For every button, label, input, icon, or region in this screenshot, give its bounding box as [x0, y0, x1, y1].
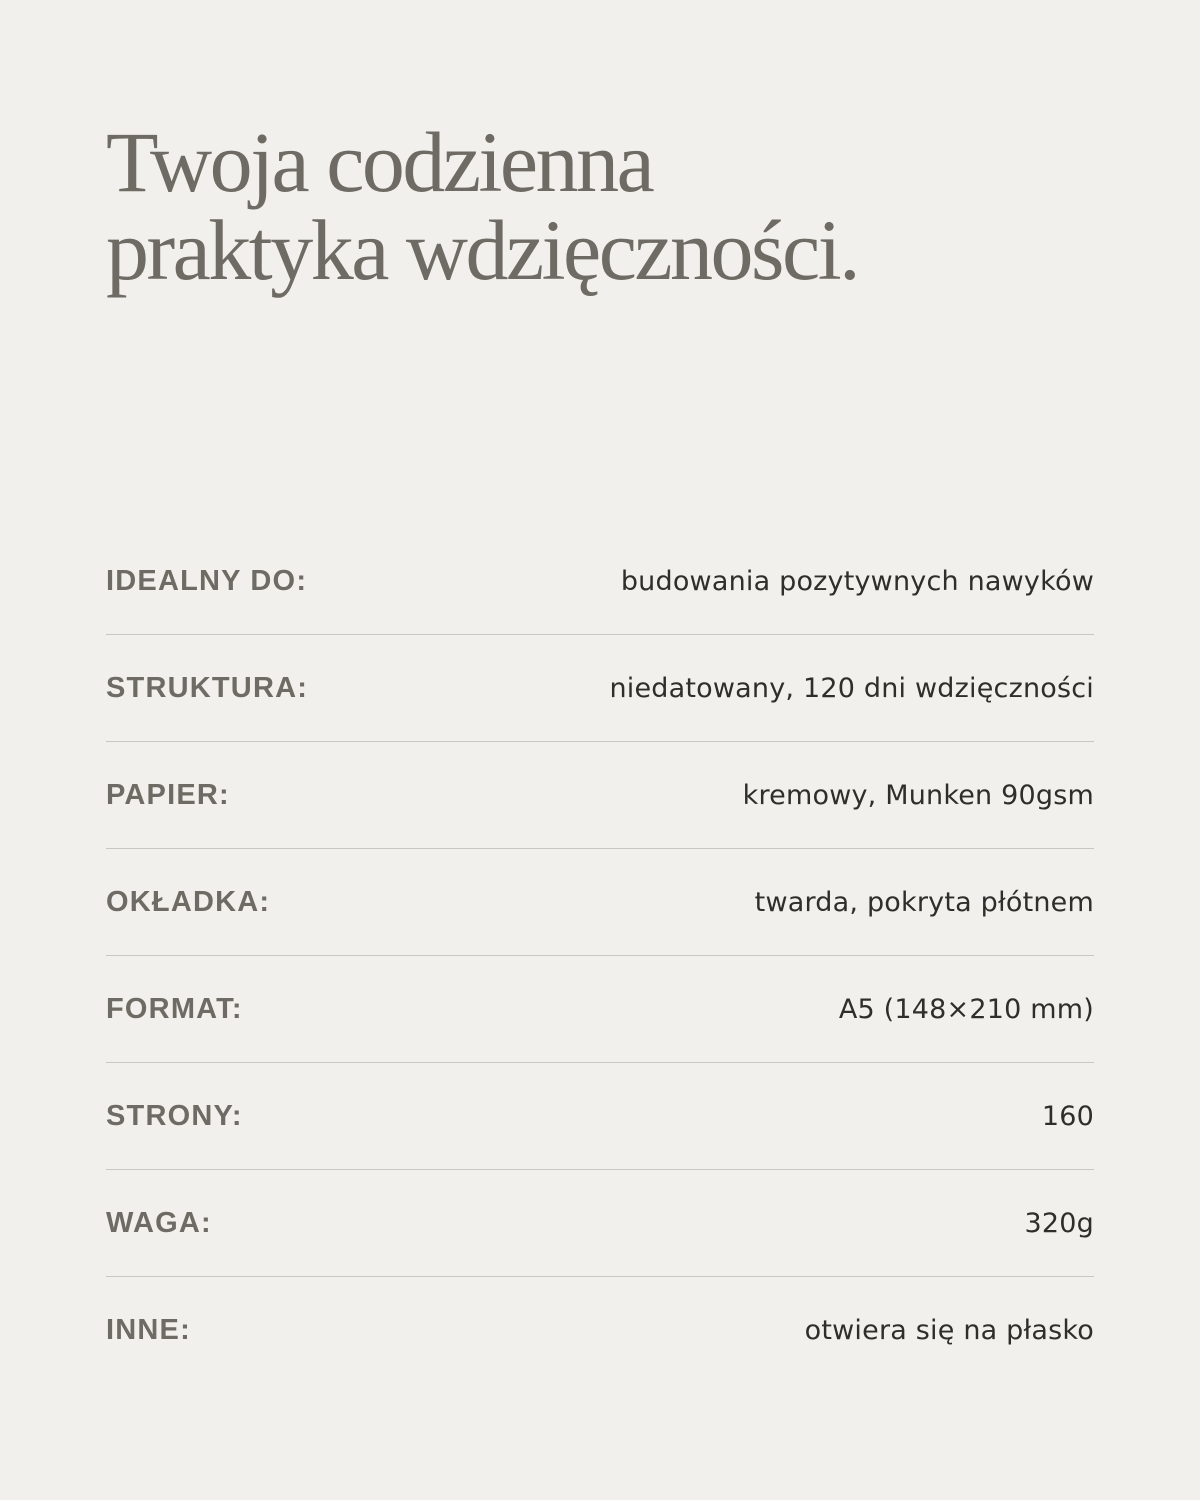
- spec-value: 160: [1041, 1100, 1094, 1132]
- title-line-2: praktyka wdzięczności.: [106, 202, 859, 298]
- spec-value: 320g: [1024, 1207, 1094, 1239]
- spec-label: STRUKTURA:: [106, 671, 309, 704]
- spec-label: OKŁADKA:: [106, 885, 271, 918]
- spec-value: A5 (148×210 mm): [838, 993, 1094, 1025]
- spec-label: WAGA:: [106, 1206, 212, 1239]
- spec-row-struktura: [106, 635, 1094, 742]
- spec-label: PAPIER:: [106, 778, 230, 811]
- spec-value: twarda, pokryta płótnem: [754, 886, 1094, 918]
- spec-label: FORMAT:: [106, 992, 243, 1025]
- spec-row-inne: [106, 1277, 1094, 1383]
- page-title: [106, 114, 1106, 298]
- spec-label: STRONY:: [106, 1099, 243, 1132]
- spec-label: IDEALNY DO:: [106, 564, 308, 597]
- spec-row-waga: [106, 1170, 1094, 1277]
- spec-row-format: [106, 956, 1094, 1063]
- spec-row-strony: [106, 1063, 1094, 1170]
- title-line-1: Twoja codzienna: [106, 114, 653, 210]
- spec-row-okladka: [106, 849, 1094, 956]
- spec-value: otwiera się na płasko: [804, 1314, 1094, 1346]
- spec-value: budowania pozytywnych nawyków: [620, 565, 1094, 597]
- spec-row-papier: [106, 742, 1094, 849]
- spec-row-idealny-do: [106, 528, 1094, 635]
- spec-list: [106, 528, 1094, 1383]
- spec-label: INNE:: [106, 1313, 191, 1346]
- spec-value: niedatowany, 120 dni wdzięczności: [609, 672, 1094, 704]
- spec-value: kremowy, Munken 90gsm: [742, 779, 1094, 811]
